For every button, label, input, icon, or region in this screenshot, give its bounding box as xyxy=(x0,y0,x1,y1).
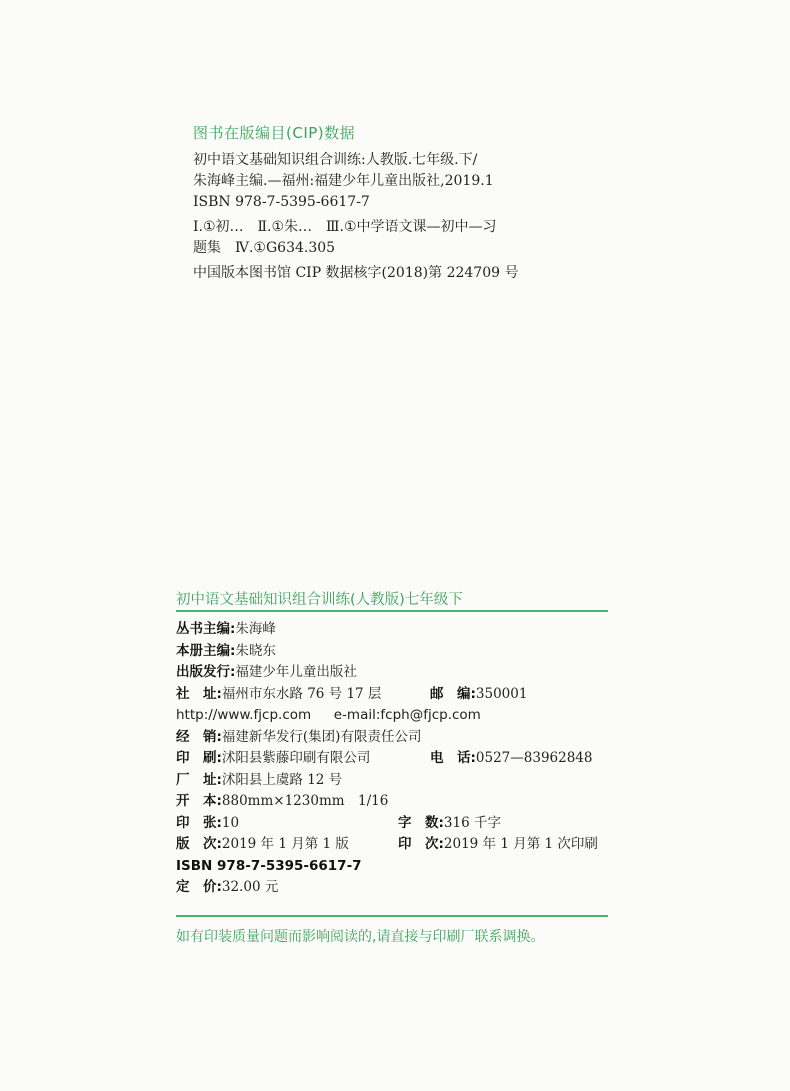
sheets-row xyxy=(176,813,616,835)
cip-line-classification: Ⅰ.①初… Ⅱ.①朱… Ⅲ.①中学语文课—初中—习 xyxy=(193,219,497,235)
cip-line-publication: 朱海峰主编.—福州:福建少年儿童出版社,2019.1 xyxy=(193,173,494,189)
series-editor-label: 丛书主编: xyxy=(176,621,236,637)
postcode-label: 邮 编: xyxy=(430,685,476,702)
distributor-label: 经 销: xyxy=(176,728,222,745)
series-editor-row xyxy=(176,619,616,641)
website-link[interactable]: http://www.fjcp.com xyxy=(176,707,312,723)
book-title: 初中语文基础知识组合训练(人教版)七年级下 xyxy=(176,592,463,608)
format-row xyxy=(176,791,616,813)
address-value: 福州市东水路 76 号 17 层 xyxy=(221,685,382,702)
impression-value: 2019 年 1 月第 1 次印刷 xyxy=(443,836,598,852)
price-label: 定 价: xyxy=(176,879,222,895)
impression-label: 印 次: xyxy=(398,836,444,852)
distributor-value: 福建新华发行(集团)有限责任公司 xyxy=(221,728,422,745)
edition-row xyxy=(176,834,616,856)
printer-value: 沭阳县紫藤印刷有限公司 xyxy=(221,750,371,766)
distributor-row xyxy=(176,727,616,749)
series-editor-value: 朱海峰 xyxy=(235,621,276,637)
publisher-row xyxy=(176,662,616,684)
bottom-divider xyxy=(176,915,608,917)
sheets-label: 印 张: xyxy=(176,814,222,831)
email-link[interactable]: e-mail:fcph@fjcp.com xyxy=(333,707,481,723)
edition-value: 2019 年 1 月第 1 版 xyxy=(221,836,349,852)
publisher-value: 福建少年儿童出版社 xyxy=(235,664,357,680)
isbn-value: ISBN 978-7-5395-6617-7 xyxy=(176,857,362,874)
quality-notice: 如有印装质量问题而影响阅读的,请直接与印刷厂联系调换。 xyxy=(176,929,545,945)
word-count-label: 字 数: xyxy=(398,814,444,831)
sheets-value: 10 xyxy=(221,814,240,831)
printer-row xyxy=(176,748,616,770)
cip-heading: 图书在版编目(CIP)数据 xyxy=(193,124,356,142)
publisher-label: 出版发行: xyxy=(176,664,236,680)
price-row xyxy=(176,877,616,899)
address-row xyxy=(176,684,616,706)
price-value: 32.00 元 xyxy=(221,879,279,895)
cip-line-classification-cont: 题集 Ⅳ.①G634.305 xyxy=(193,240,336,256)
factory-address-value: 沭阳县上虞路 12 号 xyxy=(221,771,343,788)
phone-value: 0527—83962848 xyxy=(475,750,593,766)
printer-label: 印 刷: xyxy=(176,750,222,766)
phone-label: 电 话: xyxy=(430,750,476,766)
format-label: 开 本: xyxy=(176,793,222,809)
word-count-value: 316 千字 xyxy=(443,814,501,831)
web-row xyxy=(176,705,616,727)
volume-editor-row xyxy=(176,641,616,663)
address-label: 社 址: xyxy=(176,685,222,702)
volume-editor-label: 本册主编: xyxy=(176,642,236,659)
colophon xyxy=(176,619,616,899)
volume-editor-value: 朱晓东 xyxy=(235,642,276,659)
factory-address-row xyxy=(176,770,616,792)
isbn-row xyxy=(176,856,616,878)
edition-label: 版 次: xyxy=(176,836,222,852)
format-value: 880mm×1230mm 1/16 xyxy=(221,793,389,809)
cip-line-title: 初中语文基础知识组合训练:人教版.七年级.下/ xyxy=(193,152,478,168)
top-divider xyxy=(176,610,608,612)
factory-address-label: 厂 址: xyxy=(176,771,222,788)
cip-line-core-number: 中国版本图书馆 CIP 数据核字(2018)第 224709 号 xyxy=(193,265,519,281)
cip-line-isbn: ISBN 978-7-5395-6617-7 xyxy=(193,194,370,210)
postcode-value: 350001 xyxy=(475,685,528,702)
cip-record xyxy=(193,150,613,284)
